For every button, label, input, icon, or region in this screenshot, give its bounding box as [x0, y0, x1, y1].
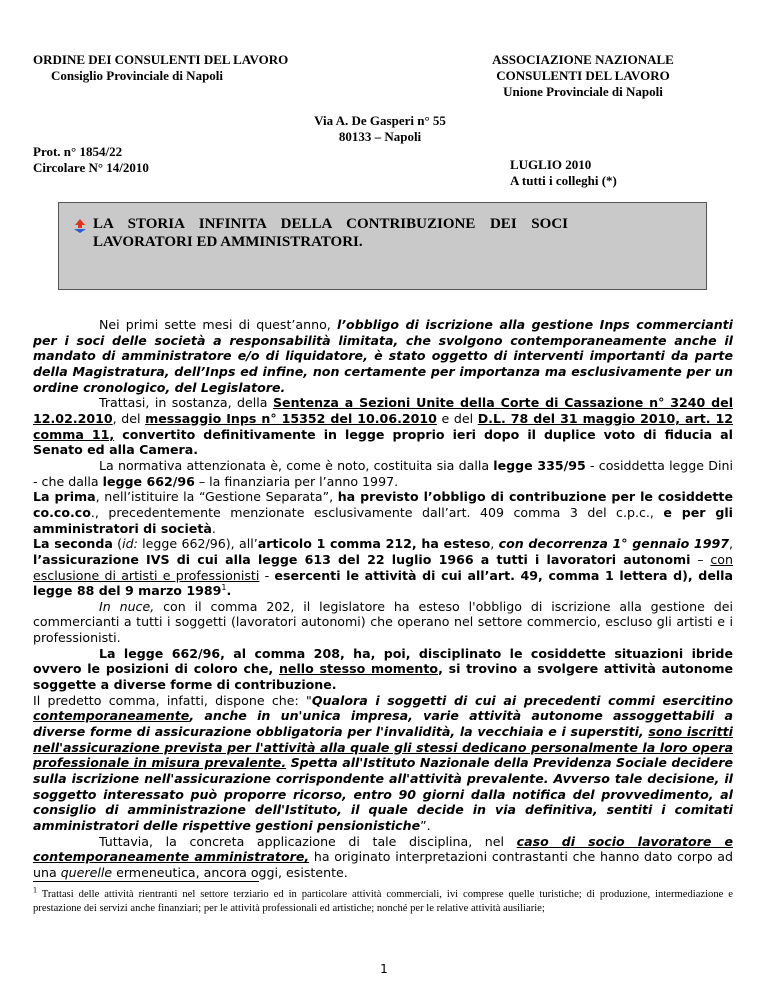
- paragraph-6: [33, 599, 733, 646]
- text-run-bold-underlined: nello stesso momento: [278, 661, 439, 677]
- paragraph-7: [33, 646, 733, 693]
- text-run: ermeneutica, ancora oggi, esistente.: [112, 864, 348, 880]
- text-run: ,: [728, 536, 733, 552]
- issuer-associazione-name: ASSOCIAZIONE NAZIONALE: [492, 52, 674, 67]
- text-run-bold: articolo 1 comma 212, ha esteso: [257, 536, 491, 552]
- text-run-bold-italic: con decorrenza 1° gennaio 1997: [498, 536, 729, 552]
- paragraph-2: [33, 395, 733, 458]
- text-run-bold: legge 662/96: [102, 473, 195, 489]
- text-run: con il comma 202, il legislatore ha esteso l'obbligo di iscrizione alla gestione dei commercianti a tutti i soggetti (lavoratori autonomi) che operano nel settore commercio, escluso gli artisti e i professionisti.: [33, 598, 733, 646]
- protocol-number: Prot. n° 1854/22: [33, 144, 123, 159]
- reference-messaggio-inps: messaggio Inps n° 15352 del 10.06.2010: [145, 410, 437, 426]
- document-title: LA STORIA INFINITA DELLA CONTRIBUZIONE DEI SOCI LAVORATORI ED AMMINISTRATORI.: [93, 216, 568, 250]
- text-run: Tuttavia, la concreta applicazione di tale disciplina, nel: [99, 833, 517, 849]
- text-run-bold: La prima: [33, 489, 96, 505]
- text-run-bold-italic: Spetta all'Istituto Nazionale della Previdenza Sociale decidere sulla iscrizione nell'assicurazione corrispondente all'attività prevalente. Avverso tale decisione, il soggetto interessato può proporre ricorso, entro 90 giorni dalla notifica del provvedimento, al consiglio di amministrazione dell'Istituto, il quale decide in via definitiva, sentiti i comitati amministratori delle rispettive gestioni pensionistiche: [33, 755, 733, 833]
- text-run-bold: La seconda: [33, 536, 113, 552]
- text-run-bold-italic-underlined: caso di socio lavoratore e contemporaneamente amministratore,: [33, 833, 733, 865]
- text-run: legge 662/96), all’: [137, 536, 258, 552]
- text-run: Trattasi, in sostanza, della: [99, 395, 273, 411]
- text-run-bold-italic: Qualora i soggetti di cui ai precedenti commi esercitino: [311, 692, 733, 708]
- issuer-associazione-union: Unione Provinciale di Napoli: [503, 84, 663, 99]
- body-text: [33, 317, 733, 881]
- reference-sentenza: Sentenza a Sezioni Unite della Corte di Cassazione n° 3240 del 12.02.2010: [33, 395, 734, 426]
- text-run: – la finanziaria per l’anno 1997.: [194, 473, 399, 489]
- reference-decreto-legge: D.L. 78 del 31 maggio 2010, art. 12 comma 11,: [33, 410, 733, 442]
- page-number: 1: [380, 962, 388, 976]
- text-run-italic: In nuce,: [99, 598, 155, 614]
- text-run-bold-italic-underlined: sono iscritti nell'assicurazione prevista per l'attività alla quale gli stessi dedicano personalmente la loro opera professionale in misura prevalente.: [33, 724, 733, 771]
- text-run: ha originato interpretazioni contrastanti che hanno dato corpo ad una: [33, 849, 733, 880]
- issuer-ordine-name: ORDINE DEI CONSULENTI DEL LAVORO: [33, 52, 289, 67]
- issuer-ordine-council: Consiglio Provinciale di Napoli: [51, 68, 224, 83]
- paragraph-5: [33, 536, 733, 599]
- text-run: ., precedentemente menzionate esclusivamente dall’art. 409 comma 3 del c.p.c.,: [90, 504, 664, 520]
- text-run-bold: legge 335/95: [493, 457, 586, 473]
- text-run-bold: La legge 662/96, al comma 208, ha, poi, disciplinato le cosiddette situazioni ibride ovvero le posizioni di coloro che,: [33, 645, 733, 677]
- document-date: LUGLIO 2010: [510, 157, 592, 172]
- text-run-bold: l’assicurazione IVS di cui alla legge 613 del 22 luglio 1966 a tutti i lavoratori autonomi: [33, 551, 691, 567]
- text-run-underlined: con esclusione di artisti e professionisti: [33, 551, 733, 583]
- text-run: e del: [436, 410, 478, 426]
- text-run-bold: , si trovino a svolgere attività autonome soggette a diverse forme di contribuzione.: [33, 661, 734, 693]
- paragraph-8: [33, 693, 733, 834]
- paragraph-4: [33, 489, 733, 536]
- paragraph-1: [33, 317, 733, 395]
- address-street: Via A. De Gasperi n° 55: [314, 113, 446, 128]
- text-run: - cosiddetta legge Dini - che dalla: [33, 457, 733, 489]
- text-run-bold-italic-underlined: contemporaneamente: [33, 708, 190, 724]
- footnote-mark: 1: [33, 885, 37, 895]
- text-run: -: [259, 567, 275, 583]
- recipients: A tutti i colleghi (*): [510, 173, 617, 188]
- footnote: [33, 885, 733, 916]
- footnote-separator: [33, 881, 259, 882]
- text-run: –: [690, 551, 711, 567]
- address-city: 80133 – Napoli: [338, 129, 422, 144]
- text-run-bold: ha previsto l’obbligo di contribuzione per le cosiddette co.co.co: [33, 489, 733, 520]
- paragraph-9: [33, 834, 733, 881]
- issuer-associazione-sub: CONSULENTI DEL LAVORO: [496, 68, 670, 83]
- paragraph-3: [33, 458, 733, 489]
- text-run: Il predetto comma, infatti, dispone che: ": [33, 692, 312, 708]
- protocol-block: [33, 144, 149, 176]
- text-run-bold-italic: l’obbligo di iscrizione alla gestione Inps commercianti per i soci delle società a responsabilità limitata, che svolgono contemporaneamente anche il mandato di amministratore e/o di liquidatore, è stato oggetto di interventi importanti da parte della Magistratura, dell’Inps ed infine, non certamente per importanza ma esclusivamente per un ordine cronologico, del Legislatore.: [33, 317, 733, 395]
- text-run: , del: [112, 410, 146, 426]
- text-run-italic: id:: [122, 536, 138, 552]
- issuer-associazione: [478, 52, 688, 100]
- bullet-arrow-icon: [73, 219, 87, 233]
- text-run-bold: e per gli amministratori di società: [33, 504, 733, 536]
- text-run-bold: convertito definitivamente in legge proprio ieri dopo il duplice voto di fiducia al Senato ed alla Camera.: [33, 426, 733, 458]
- text-run: ,: [490, 536, 499, 552]
- text-run: .: [211, 520, 216, 536]
- footnote-reference: 1: [221, 582, 227, 592]
- text-run-bold-italic: , anche in un'unica impresa, varie attività autonome assoggettabili a diverse forme di assicurazione obbligatoria per l'invalidità, la vecchiaia e i superstiti,: [33, 708, 733, 740]
- text-run: ”.: [420, 818, 431, 833]
- footnote-text: Trattasi delle attività rientranti nel settore terziario ed in particolare attività commerciali, ivi comprese quelle turistiche; di produzione, intermediazione e prestazione dei servizi anche finanziari; per le attività professionali ed artistiche; nonché per le relative attività ausiliarie;: [33, 889, 733, 914]
- circular-number: Circolare N° 14/2010: [33, 160, 149, 175]
- text-run-bold: .: [226, 583, 232, 599]
- text-run: La normativa attenzionata è, come è noto, costituita sia dalla: [99, 457, 494, 473]
- date-block: [510, 157, 617, 189]
- title-banner: [58, 202, 707, 290]
- address-block: [230, 113, 530, 145]
- text-run: , nell’istituire la “Gestione Separata”,: [95, 489, 338, 505]
- text-run-bold: esercenti le attività di cui all’art. 49, comma 1 lettera d), della legge 88 del 9 marzo 1989: [33, 567, 733, 599]
- issuer-ordine: [33, 52, 288, 84]
- text-run-italic: querelle: [60, 864, 113, 880]
- text-run: Nei primi sette mesi di quest’anno,: [99, 317, 337, 332]
- text-run: (: [112, 536, 123, 552]
